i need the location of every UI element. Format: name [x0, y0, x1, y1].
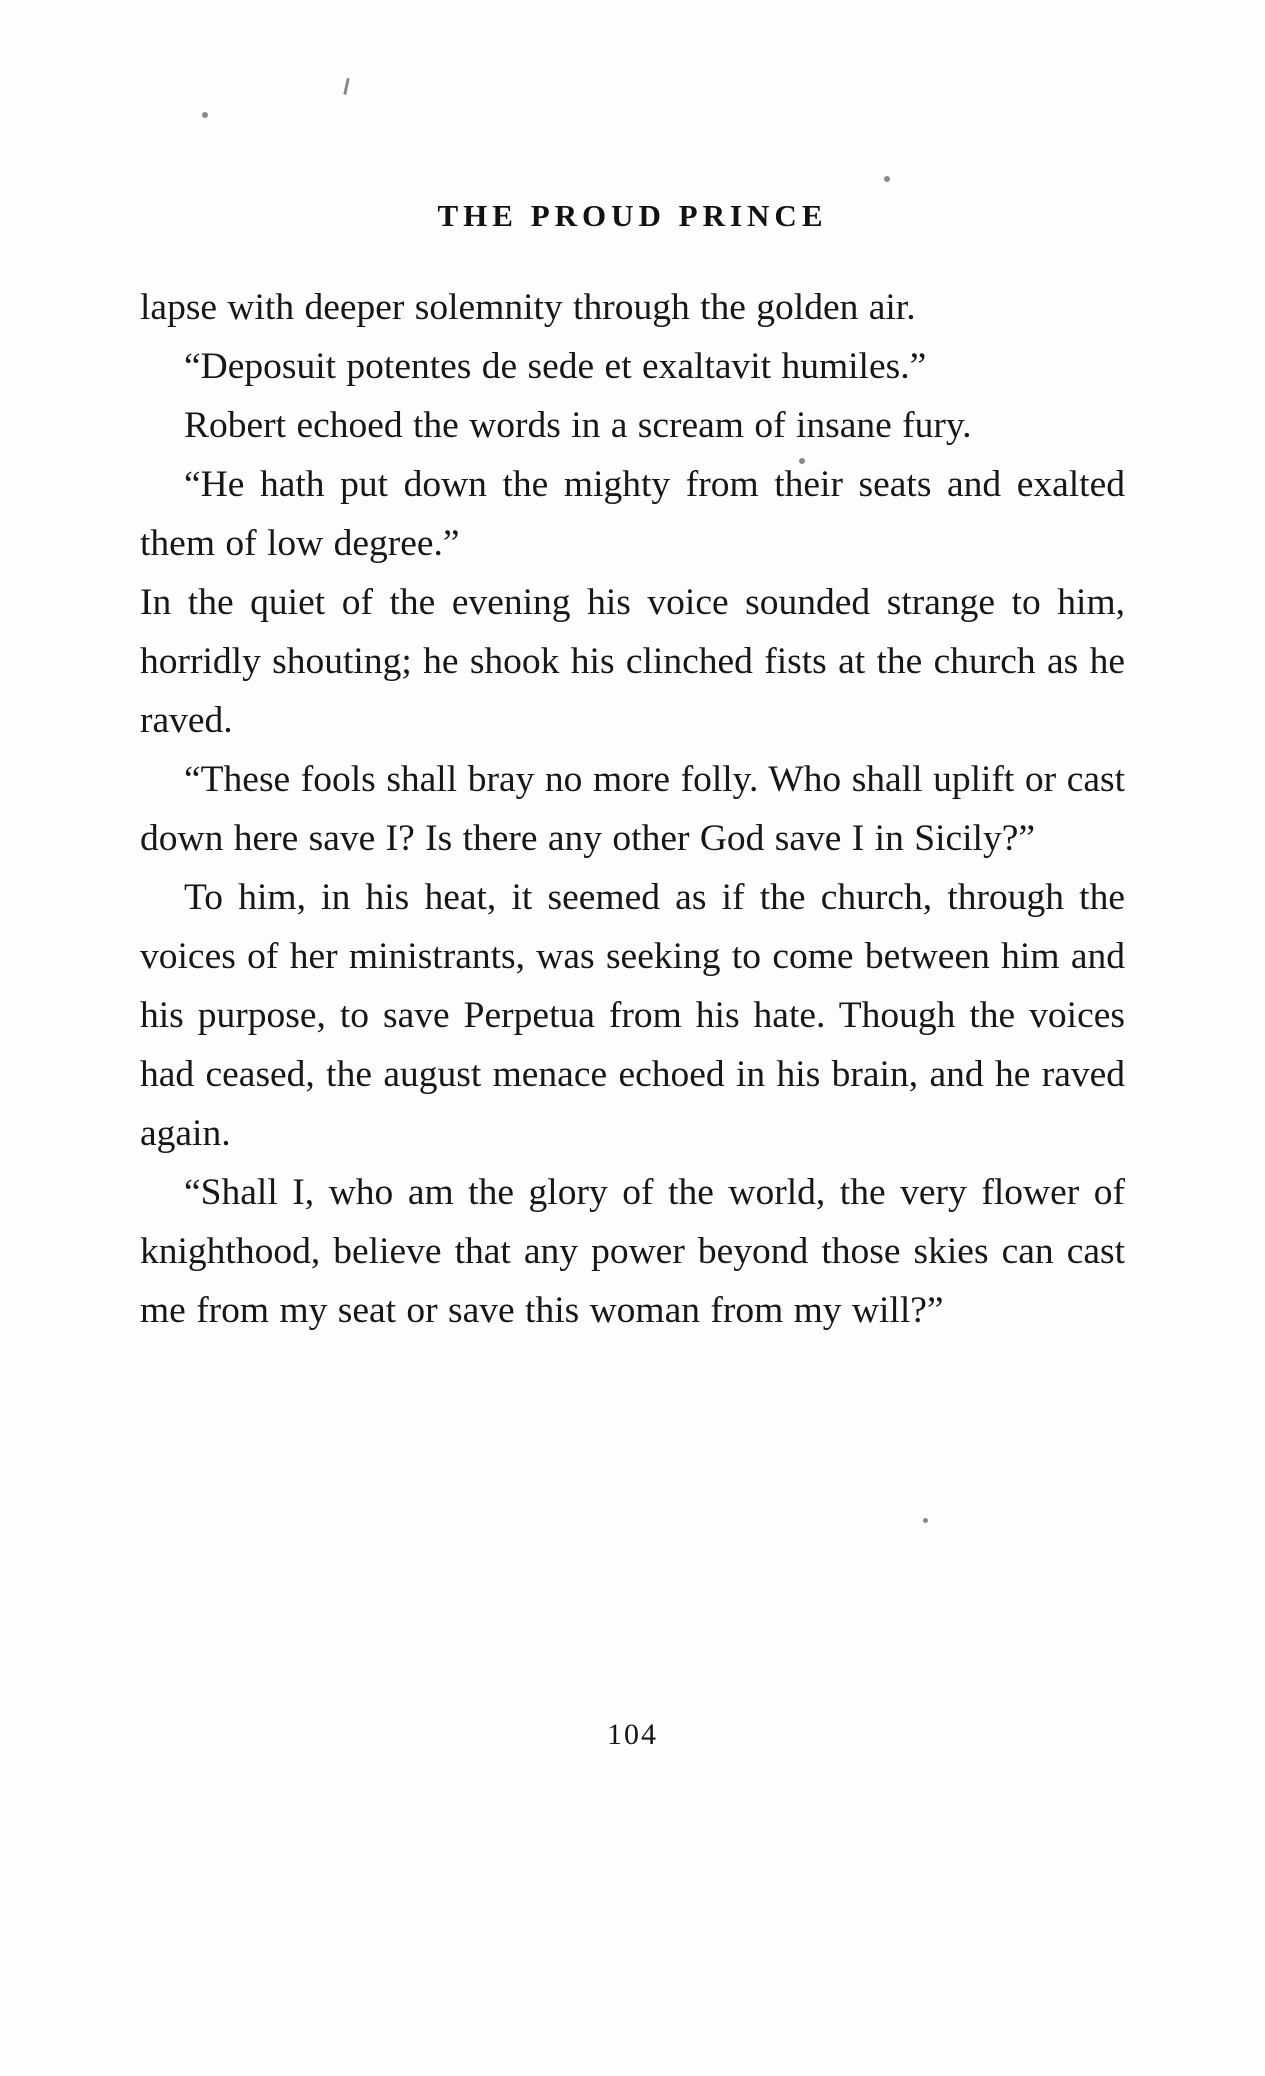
paper-speck: [202, 112, 208, 118]
paragraph: In the quiet of the evening his voice sounded strange to him, horridly shouting; he shook his clinched fists at the church as he raved.: [140, 582, 1125, 741]
paper-speck: [884, 176, 890, 182]
paragraph: “These fools shall bray no more folly. Who shall uplift or cast down here save I? Is there any other God save I in Sicily?”: [140, 759, 1125, 859]
paragraph: lapse with deeper solemnity through the golden air.: [140, 287, 916, 328]
paper-speck: [343, 78, 349, 95]
paragraph: Robert echoed the words in a scream of insane fury.: [184, 405, 972, 446]
paragraph: To him, in his heat, it seemed as if the church, through the voices of her ministrants, was seeking to come between him and his purpose, to save Perpetua from his hate. Though the voices had ceased, the august menace echoed in his brain, and he raved again.: [140, 877, 1125, 1154]
paragraph: “He hath put down the mighty from their seats and exalted them of low degree.”: [140, 464, 1125, 564]
page-number: 104: [607, 1718, 658, 1751]
paper-speck: [923, 1518, 928, 1523]
paragraph: “Shall I, who am the glory of the world, the very flower of knighthood, believe that any power beyond those skies can cast me from my seat or save this woman from my will?”: [140, 1172, 1125, 1331]
paragraph: “Deposuit potentes de sede et exaltavit humiles.”: [184, 346, 927, 387]
page-title: THE PROUD PRINCE: [437, 198, 828, 233]
body-text: [140, 278, 1125, 1340]
